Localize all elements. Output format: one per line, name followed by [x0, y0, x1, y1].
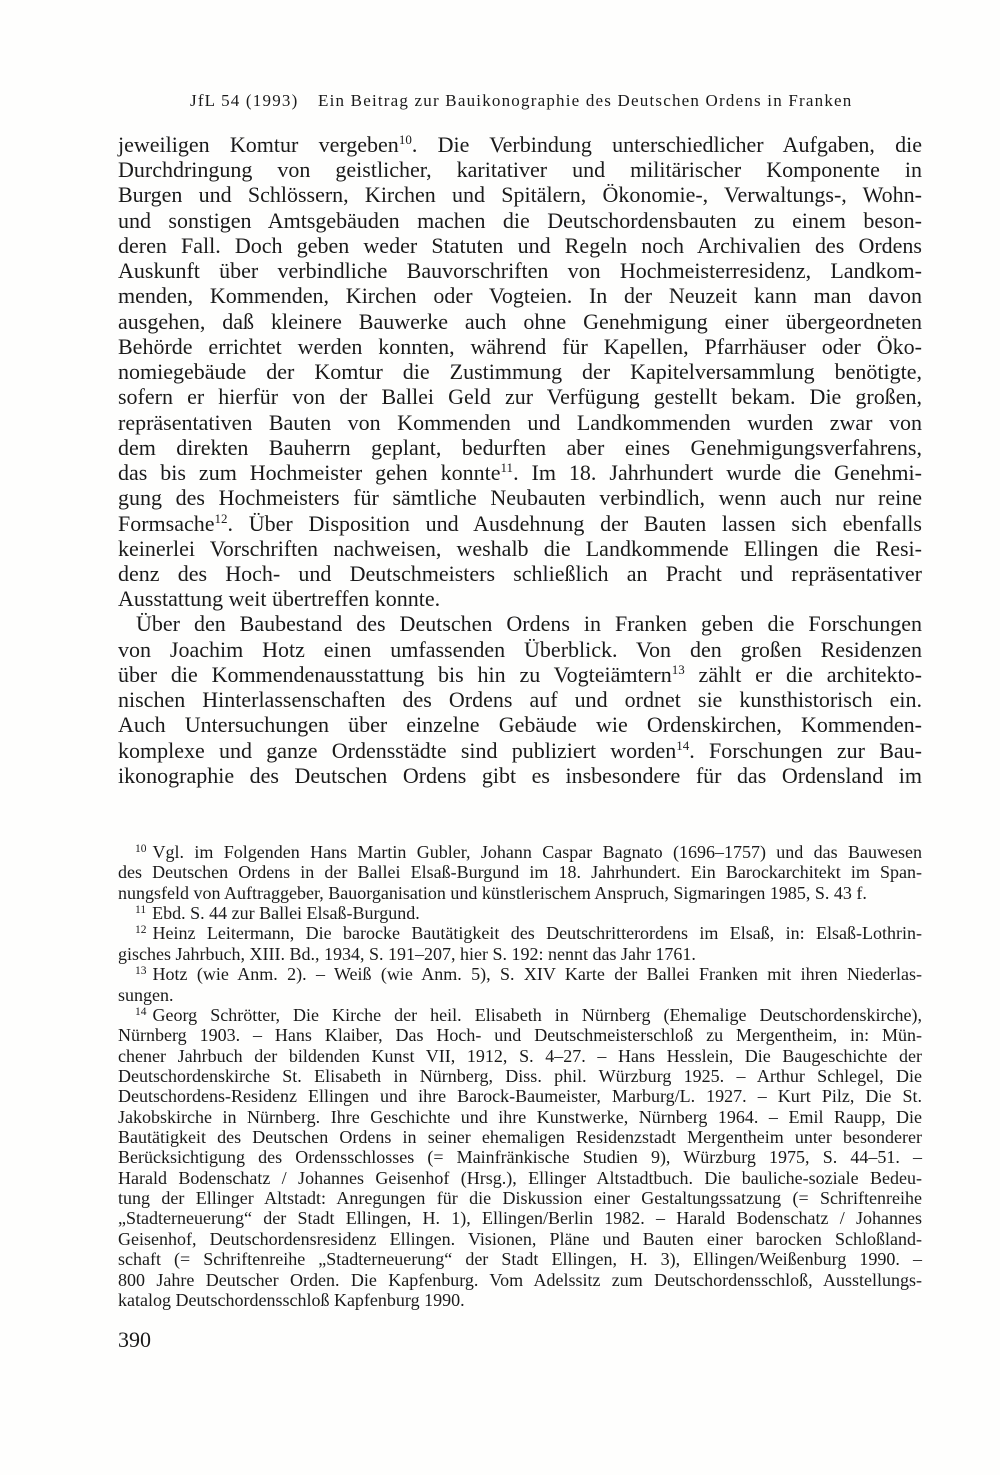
footnote-number: 13 — [135, 965, 147, 978]
footnote — [118, 964, 922, 1005]
footnote-line: nungsfeld von Auftraggeber, Bauorganisation und künstlerischem Anspruch, Sigmaringen 1985, S. 43 f. — [118, 882, 867, 903]
footnote-line: „Stadterneuerung“ der Stadt Ellingen, H. 1), Ellingen/Berlin 1982. – Harald Bodenschatz / Johannes — [118, 1208, 922, 1229]
footnote — [118, 903, 922, 923]
paragraph — [118, 611, 922, 788]
footnote-text: Vgl. im Folgenden Hans Martin Gubler, Johann Caspar Bagnato (1696–1757) und das Bauwesen — [152, 842, 922, 862]
text-line: und sonstigen Amtsgebäuden machen die Deutschordensbauten zu einem beson- — [118, 207, 922, 233]
text-line — [118, 662, 922, 687]
footnote — [118, 923, 922, 964]
text-segment: über die Kommendenausstattung bis hin zu Vogteiämtern — [118, 661, 672, 687]
footnote-number: 12 — [135, 924, 147, 937]
text-line: denz des Hoch- und Deutschmeisters schließlich an Pracht und repräsentativer — [118, 560, 922, 586]
text-line: von Joachim Hotz einen umfassenden Überblick. Von den großen Residenzen — [118, 636, 922, 662]
text-segment: . Im 18. Jahrhundert wurde die Genehmi- — [513, 460, 922, 486]
text-line: sofern er hierfür von der Ballei Geld zur Verfügung gestellt bekam. Die großen, — [118, 384, 922, 410]
footnote-line: Bautätigkeit des Deutschen Ordens in seiner ehemaligen Residenzstadt Mergentheim unter besonderer — [118, 1127, 922, 1148]
footnote-line: katalog Deutschordensschloß Kapfenburg 1990. — [118, 1289, 465, 1310]
footnote-line: Geisenhof, Deutschordensresidenz Ellingen. Visionen, Pläne und Bauten einer barocken Schloßland- — [118, 1228, 922, 1249]
text-line: Behörde errichtet werden konnten, während für Kapellen, Pfarrhäuser oder Öko- — [118, 333, 922, 359]
text-segment: jeweiligen Komtur vergeben — [118, 132, 399, 157]
footnote-reference: 12 — [214, 510, 228, 526]
text-line: nischen Hinterlassenschaften des Ordens auf und ordnet sie kunsthistorisch ein. — [118, 687, 922, 713]
text-line: dem direkten Bauherrn geplant, bedurften aber eines Genehmigungsverfahrens, — [118, 434, 922, 460]
footnote-reference: 14 — [676, 737, 690, 753]
footnote-number: 14 — [135, 1005, 147, 1018]
text-line: keinerlei Vorschriften nachweisen, weshalb die Landkommende Ellingen die Resi- — [118, 535, 922, 561]
text-segment: das bis zum Hochmeister gehen konnte — [118, 460, 501, 486]
footnote-line: Nürnberg 1903. – Hans Klaiber, Das Hoch- und Deutschmeisterschloß zu Mergentheim, in: Mün- — [118, 1025, 922, 1046]
footnote-line: des Deutschen Ordens in der Ballei Elsaß-Burgund im 18. Jahrhundert. Ein Barockarchitekt im Span- — [118, 862, 922, 883]
text-segment: . Über Disposition und Ausdehnung der Bauten lassen sich ebenfalls — [227, 510, 922, 536]
footnote-line: Berücksichtigung des Ordensschlosses (= Mainfränkische Studien 9), Würzburg 1975, S. 44–51. – — [118, 1147, 922, 1168]
text-line: menden, Kommenden, Kirchen oder Vogteien. In der Neuzeit kann man davon — [118, 283, 922, 309]
footnote-line: 800 Jahre Deutscher Orden. Die Kapfenburg. Vom Adelssitz zum Deutschordensschloß, Ausstellungs- — [118, 1269, 922, 1290]
footnote-reference: 11 — [500, 460, 514, 476]
journal-citation: JfL 54 (1993) — [190, 91, 299, 110]
text-segment: komplexe und ganze Ordensstädte sind publiziert worden — [118, 737, 677, 763]
paragraph — [118, 132, 922, 611]
text-segment: . Die Verbindung unterschiedlicher Aufgaben, die — [411, 132, 922, 157]
text-line — [118, 738, 922, 763]
page-number: 390 — [118, 1327, 151, 1352]
footnote — [118, 1005, 922, 1310]
footnote-text: Georg Schrötter, Die Kirche der heil. Elisabeth in Nürnberg (Ehemalige Deutschordenskirche), — [152, 1004, 922, 1025]
text-line — [118, 460, 922, 485]
text-line — [118, 132, 922, 157]
footnote-line: tung der Ellinger Altstadt: Anregungen für die Diskussion einer Gestaltungssatzung (= Schriftenreihe — [118, 1188, 922, 1209]
text-line: deren Fall. Doch geben weder Statuten und Regeln noch Archivalien des Ordens — [118, 232, 922, 258]
footnote-line: Jakobskirche in Nürnberg. Ihre Geschichte und ihre Kunstwerke, Nürnberg 1964. – Emil Raupp, Die — [118, 1106, 922, 1127]
footnote-text: Hotz (wie Anm. 2). – Weiß (wie Anm. 5), S. XIV Karte der Ballei Franken mit ihren Niederlas- — [152, 964, 922, 985]
text-line: Über den Baubestand des Deutschen Ordens in Franken geben die Forschungen — [136, 611, 922, 637]
footnote-line: sungen. — [118, 984, 174, 1005]
footnote-line: Harald Bodenschatz / Johannes Geisenhof (Hrsg.), Ellinger Altstadtbuch. Die bauliche-soziale Bedeu- — [118, 1167, 922, 1188]
text-line: ausgehen, daß kleinere Bauwerke auch ohne Genehmigung einer übergeordneten — [118, 308, 922, 334]
text-line — [118, 511, 922, 536]
footnote-line: schaft (= Schriftenreihe „Stadterneuerung“ der Stadt Ellingen, H. 3), Ellingen/Weißenburg 1990. – — [118, 1249, 922, 1270]
text-line: Ausstattung weit übertreffen konnte. — [118, 586, 441, 612]
footnote-line: Deutschordens-Residenz Ellingen und ihre Barock-Baumeister, Marburg/L. 1927. – Kurt Pilz, Die St. — [118, 1086, 922, 1107]
footnote-line: Deutschordenskirche St. Elisabeth in Nürnberg, Diss. phil. Würzburg 1925. – Arthur Schlegel, Die — [118, 1065, 922, 1086]
footnote-line — [118, 903, 922, 923]
footnote-line — [118, 842, 922, 862]
text-line: ikonographie des Deutschen Ordens gibt es insbesondere für das Ordensland im — [118, 762, 922, 788]
text-segment: . Forschungen zur Bau- — [689, 737, 922, 763]
footnote-line: gisches Jahrbuch, XIII. Bd., 1934, S. 191–207, hier S. 192: nennt das Jahr 1761. — [118, 943, 696, 964]
text-line: Durchdringung von geistlicher, karitativer und militärischer Komponente in — [118, 157, 922, 183]
text-line: gung des Hochmeisters für sämtliche Neubauten verbindlich, wenn auch nur reine — [118, 485, 922, 511]
footnote-reference: 10 — [398, 132, 412, 147]
footnote-number: 10 — [135, 843, 147, 855]
text-line: Burgen und Schlössern, Kirchen und Spitälern, Ökonomie-, Verwaltungs-, Wohn- — [118, 182, 922, 208]
text-line: nomiegebäude der Komtur die Zustimmung der Kapitelversammlung benötigte, — [118, 359, 922, 385]
running-header — [190, 89, 870, 113]
footnote-line — [118, 964, 922, 984]
footnotes — [118, 842, 922, 1310]
body-text — [118, 132, 922, 788]
text-segment: Formsache — [118, 510, 215, 536]
footnote-line — [118, 923, 922, 943]
footnote-line: chener Jahrbuch der bildenden Kunst VII, 1912, S. 4–27. – Hans Hesslein, Die Baugeschichte der — [118, 1045, 922, 1066]
running-title: Ein Beitrag zur Bauikonographie des Deutschen Ordens in Franken — [318, 91, 853, 110]
text-line: Auskunft über verbindliche Bauvorschriften von Hochmeisterresidenz, Landkom- — [118, 258, 922, 284]
footnote-reference: 13 — [671, 661, 685, 677]
footnote-line — [118, 1005, 922, 1025]
text-line: repräsentativen Bauten von Kommenden und Landkommenden wurden zwar von — [118, 409, 922, 435]
footnote-number: 11 — [135, 904, 147, 917]
footnote-text: Heinz Leitermann, Die barocke Bautätigkeit des Deutschritterordens im Elsaß, in: Elsaß-Lothrin- — [152, 923, 922, 944]
footnote-text: Ebd. S. 44 zur Ballei Elsaß-Burgund. — [152, 903, 420, 924]
text-line: Auch Untersuchungen über einzelne Gebäude wie Ordenskirchen, Kommenden- — [118, 712, 922, 738]
text-segment: zählt er die architekto- — [684, 661, 922, 687]
footnote — [118, 842, 922, 903]
